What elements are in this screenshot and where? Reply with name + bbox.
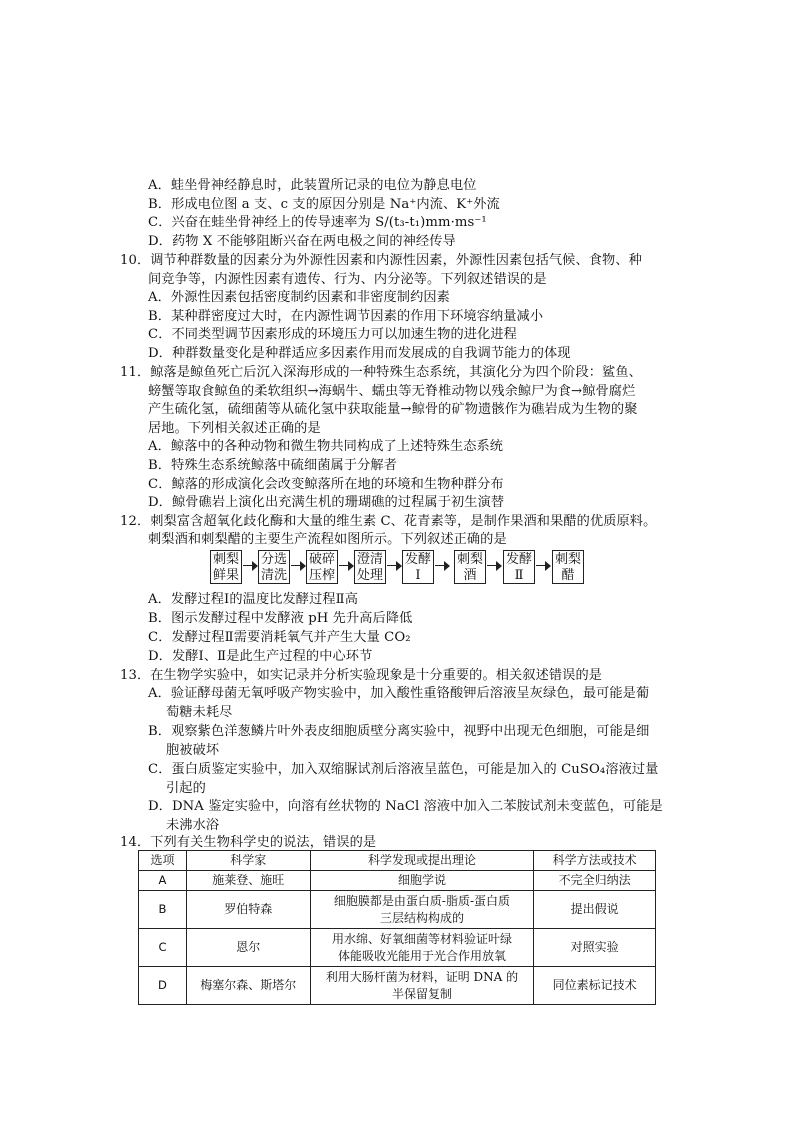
- flow-step-crush-press: 破碎 压榨: [306, 550, 338, 584]
- flow-arrow: [339, 560, 354, 572]
- q13-option-d-line1: D．DNA 鉴定实验中，向溶有丝状物的 NaCl 溶液中加入二苯胺试剂未变蓝色，可能是: [148, 799, 663, 814]
- q11-stem-line3: 产生硫化氢，硫细菌等从硫化氢中获取能量→鲸骨的矿物遗骸作为礁岩成为生物的聚: [148, 402, 638, 417]
- q11-option-c: C．鲸落的形成演化会改变鲸落所在地的环境和生物种群分布: [148, 477, 504, 492]
- finding-line: 利用大肠杆菌为材料，证明 DNA 的: [325, 969, 519, 984]
- q12-stem-line1: 12．刺梨富含超氧化歧化酶和大量的维生素 C、花青素等，是制作果酒和果醋的优质原料。: [120, 514, 657, 529]
- table-header: 科学家: [186, 851, 310, 871]
- finding-line: 用水绵、好氧细菌等材料验证叶绿: [331, 931, 512, 946]
- q12-option-b: B．图示发酵过程中发酵液 pH 先升高后降低: [148, 611, 413, 626]
- table-row: [139, 871, 656, 891]
- finding-line: 三层结构构成的: [379, 910, 464, 925]
- flow-arrow: [291, 560, 306, 572]
- table-cell-scientist: 施莱登、施旺: [186, 871, 310, 891]
- q13-option-a-line1: A．验证酵母菌无氧呼吸产物实验中，加入酸性重铬酸钾后溶液呈灰绿色，最可能是葡: [148, 686, 650, 701]
- table-cell-option: B: [139, 891, 187, 929]
- q9-option-b: B．形成电位图 a 支、c 支的原因分别是 Na⁺内流、K⁺外流: [148, 197, 500, 212]
- q11-option-d: D．鲸骨礁岩上演化出充满生机的珊瑚礁的过程属于初生演替: [148, 495, 505, 510]
- table-header: 科学发现或提出理论: [310, 851, 534, 871]
- flow-arrow: [243, 560, 258, 572]
- q13-option-c-line2: 引起的: [166, 781, 206, 796]
- table-cell-finding: [310, 967, 534, 1005]
- flow-step-fermentation-1: 发酵 Ⅰ: [402, 550, 434, 584]
- q12-option-d: D．发酵Ⅰ、Ⅱ是此生产过程的中心环节: [148, 649, 373, 664]
- table-row: [139, 967, 656, 1005]
- flow-step-wine: 刺梨 酒: [454, 550, 486, 584]
- q13-option-a-line2: 萄糖未耗尽: [166, 705, 233, 720]
- q9-option-c: C．兴奋在蛙坐骨神经上的传导速率为 S/(t₃-t₁)mm·ms⁻¹: [148, 215, 487, 230]
- q11-option-a: A．鲸落中的各种动物和微生物共同构成了上述特殊生态系统: [148, 439, 504, 454]
- q12-option-c: C．发酵过程Ⅱ需要消耗氧气并产生大量 CO₂: [148, 630, 411, 645]
- table-cell-method: 对照实验: [534, 929, 656, 967]
- table-header: 选项: [139, 851, 187, 871]
- q10-option-d: D．种群数量变化是种群适应多因素作用而发展成的自我调节能力的体现: [148, 346, 571, 361]
- q12-option-a: A．发酵过程Ⅰ的温度比发酵过程Ⅱ高: [148, 592, 359, 607]
- flow-step-fermentation-2: 发酵 Ⅱ: [503, 550, 535, 584]
- q11-stem-line1: 11．鲸落是鲸鱼死亡后沉入深海形成的一种特殊生态系统，其演化分为四个阶段：鲨鱼、: [120, 365, 642, 380]
- flow-arrow: [487, 560, 502, 572]
- table-cell-method: 不完全归纳法: [534, 871, 656, 891]
- q10-option-c: C．不同类型调节因素形成的环境压力可以加速生物的进化进程: [148, 327, 517, 342]
- flow-step-fresh-fruit: 刺梨 鲜果: [210, 550, 242, 584]
- table-cell-method: 同位素标记技术: [534, 967, 656, 1005]
- table-cell-finding: [310, 929, 534, 967]
- finding-line: 细胞膜都是由蛋白质-脂质-蛋白质: [333, 893, 511, 908]
- q11-option-b: B．特殊生态系统鲸落中硫细菌属于分解者: [148, 458, 397, 473]
- q11-stem-line4: 居地。下列相关叙述正确的是: [148, 421, 321, 436]
- finding-line: 体能吸收光能用于光合作用放氧: [337, 948, 506, 963]
- q10-option-a: A．外源性因素包括密度制约因素和非密度制约因素: [148, 290, 450, 305]
- flow-arrow: [435, 560, 450, 572]
- q9-option-a: A．蛙坐骨神经静息时，此装置所记录的电位为静息电位: [148, 178, 477, 193]
- q13-option-c-line1: C．蛋白质鉴定实验中，加入双缩脲试剂后溶液呈蓝色，可能是加入的 CuSO₄溶液过量: [148, 762, 659, 777]
- flow-step-clarify: 澄清 处理: [354, 550, 386, 584]
- table-row: [139, 929, 656, 967]
- production-flow-diagram: [210, 550, 590, 586]
- q9-option-d: D．药物 X 不能够阻断兴奋在两电极之间的神经传导: [148, 234, 456, 249]
- q13-stem: 13．在生物学实验中，如实记录并分析实验现象是十分重要的。相关叙述错误的是: [120, 668, 603, 683]
- table-cell-option: C: [139, 929, 187, 967]
- table-cell-option: A: [139, 871, 187, 891]
- table-cell-scientist: 罗伯特森: [186, 891, 310, 929]
- q14-stem: 14．下列有关生物科学史的说法，错误的是: [120, 835, 377, 850]
- table-header-row: [139, 851, 656, 871]
- table-row: [139, 891, 656, 929]
- table-header: 科学方法或技术: [534, 851, 656, 871]
- q13-option-d-line2: 未沸水浴: [166, 818, 220, 833]
- flow-step-sort-wash: 分选 清洗: [258, 550, 290, 584]
- q10-option-b: B．某种群密度过大时，在内源性调节因素的作用下环境容纳量减小: [148, 309, 544, 324]
- flow-arrow: [387, 560, 402, 572]
- q13-option-b-line1: B．观察紫色洋葱鳞片叶外表皮细胞质壁分离实验中，视野中出现无色细胞，可能是细: [148, 724, 650, 739]
- q13-option-b-line2: 胞被破坏: [166, 743, 220, 758]
- q10-stem-line2: 间竞争等，内源性因素有遗传、行为、内分泌等。下列叙述错误的是: [148, 272, 547, 287]
- table-cell-method: 提出假说: [534, 891, 656, 929]
- finding-line: 半保留复制: [391, 986, 452, 1001]
- table-cell-finding: [310, 891, 534, 929]
- q11-stem-line2: 螃蟹等取食鲸鱼的柔软组织→海蜗牛、蠕虫等无脊椎动物以残余鲸尸为食→鲸骨腐烂: [148, 384, 636, 399]
- table-cell-scientist: 恩尔: [186, 929, 310, 967]
- table-cell-scientist: 梅塞尔森、斯塔尔: [186, 967, 310, 1005]
- science-history-table: [138, 850, 656, 1005]
- flow-arrow: [536, 560, 551, 572]
- table-cell-finding: 细胞学说: [310, 871, 534, 891]
- q12-stem-line2: 刺梨酒和刺梨醋的主要生产流程如图所示。下列叙述正确的是: [148, 532, 507, 547]
- flow-step-vinegar: 刺梨 醋: [552, 550, 584, 584]
- table-cell-option: D: [139, 967, 187, 1005]
- q10-stem-line1: 10．调节种群数量的因素分为外源性因素和内源性因素，外源性因素包括气候、食物、种: [120, 253, 642, 268]
